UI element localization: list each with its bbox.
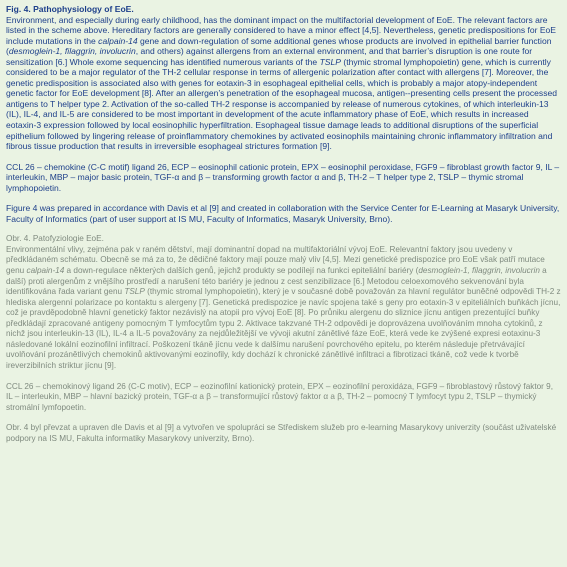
italic-gene-name: calpain-14 [98,35,138,46]
czech-caption [6,234,561,444]
italic-gene-name: desmoglein-1, filaggrin, involucrin [8,46,136,57]
body-text-segment: Environment, and especially during early childhood, has the dominant impact on the multifactorial development of EoE. The relevant factors are listed in the scheme above. Hereditary factors are generally considered to have a minor effect [4,5]. Nevertheless, genetic predispositions for EoE include mutations in the [6,14,556,46]
body-text-segment: a další) proti alergenům z vnějšího prostředí a narušení této bariéry je jednou z cest senzibilizace [6.] Metodou celoexomového sekvenování byla identifikována řada variant genu [6,266,547,297]
czech-credit: Obr. 4 byl převzat a upraven dle Davis et al [9] a vytvořen ve spolupráci se Střediskem služeb pro e-learning Masarykovy univerzity (součást uživatelské podpory na IS MU, Fakulta informatiky Masarykovy univerzity, Brno). [6,423,557,443]
english-credit: Figure 4 was prepared in accordance with Davis et al [9] and created in collaboration with the Service Center for E-Learning at Masaryk University, Faculty of Informatics (part of user support at IS MU, Faculty of Informatics, Masaryk University, Brno). [6,203,560,224]
english-body [6,15,561,152]
body-text-segment: Environmentální vlivy, zejména pak v raném dětství, mají dominantní dopad na multifaktoriální vývoj EoE. Relevantní faktory jsou uvedeny v předkládaném schématu. Obecně se má za to, že dědičné faktory mají pouze malý vliv [4,5]. Mezi genetické predispozice pro EoE však patří mutace genu [6,244,545,276]
italic-gene-name: TSLP [319,56,341,67]
english-caption [6,4,561,224]
italic-gene-name: TSLP [124,287,145,297]
body-text-segment: (thymic stromal lymphopoietin) gene, which is currently considered to be a major regulator of the TH-2 cellular response in terms of allergenic polarization after contact with allergens [7]. Moreover, the genetic predisposition is associated also with genes for eotaxin-3 in esophageal epithelial cells, which is probably a major atopy-independent genetic factor for EoE development [8]. After an allergen’s penetration of the esophageal mucosa, antigen--presenting cells present the processed antigens to T helper type 2. Activation of the so-called TH-2 response is accompanied by release of numerous cytokines, of which interleukin-13 (IL), IL-4, and IL-5 are considered to be most important in development of the acute inflammatory phase of EoE, which results in increased eotaxin-3 expression followed by local eosinophilic hyperfiltration. Esophageal tissue damage leads to additional disruptions of the superficial epithelium followed by lingering release of proinflammatory chemokines by activated eosinophils maintaining chronic inflammatory infiltration and fibrous tissue production that results in irreversible esophageal strictures formation [9]. [6,56,557,152]
body-text-segment: a down-regulace některých dalších genů, jejichž produkty se podílejí na funkci epiteliální bariéry ( [64,266,419,276]
italic-gene-name: calpain-14 [26,266,65,276]
italic-gene-name: desmoglein-1, filaggrin, involucrin [418,266,540,276]
body-text-segment: , and others) against allergens from an external environment, and that barrier’s disruption is one route for sensitization [6.] Whole exome sequencing has identified numerous variants of the [6,46,533,67]
czech-title: Obr. 4. Patofyziologie EoE. [6,234,104,244]
english-title: Fig. 4. Pathophysiology of EoE. [6,4,134,14]
body-text-segment: (thymic stromal lymphopoietin), který je v současné době považován za hlavní regulátor buněčné odpovědi TH-2 z hlediska alergenní polarizace po kontaktu s alergeny [7]. Genetická predispozice je navíc spojena také s geny pro eotaxin-3 v epiteliálních buňkách jícnu, což je pravděpodobně hlavní genetický faktor nezávislý na atopii pro vývoj EoE [8]. Po průniku alergenu do sliznice jícnu antigen prezentující buňky předkládají zpracované antigeny pomocným T lymfocytům typu 2. Aktivace takzvané TH-2 odpovědi je doprovázena uvolňováním mnoha cytokinů, z nichž jsou interleukin-13 (IL), IL-4 a IL-5 považovány za nejdůležitější ve vývoji akutní zánětlivé fáze EoE, která vede ke zvýšené expresi eotaxinu-3 následované lokální eozinofilní infiltrací. Poškození tkáně jícnu vede k dalšímu narušení povrchového epitelu, po kterém následuje přetrvávající uvolňování prozánětlivých chemokinů aktivovanými eozinofily, kdy dochází k chronické zánětlivé infiltraci a fibrotizaci tkáně, což vede k tvorbě ireverzibilních striktur jícnu [9]. [6,287,561,370]
czech-body [6,245,561,372]
czech-abbreviations: CCL 26 – chemokinový ligand 26 (C-C motiv), ECP – eozinofilní kationický protein, EPX – eozinofilní peroxidáza, FGF9 – fibroblastový růstový faktor 9, IL – interleukin, MBP – hlavní bazický protein, TGF-α a β – transformující růstový faktor α a β, TH-2 – pomocný T lymfocyt typu 2, TSLP – thymický stromální lymfopoetin. [6,381,553,412]
english-abbreviations: CCL 26 – chemokine (C-C motif) ligand 26, ECP – eosinophil cationic protein, EPX – eosinophil peroxidase, FGF9 – fibroblast growth factor 9, IL – interleukin, MBP – major basic protein, TGF-α and β – transforming growth factor α and β, TH-2 – T helper type 2, TSLP – thymic stromal lymphopoietin. [6,161,560,193]
body-text-segment: gene and down-regulation of some additional genes whose products are involved in epithelial barrier function ( [6,35,552,57]
